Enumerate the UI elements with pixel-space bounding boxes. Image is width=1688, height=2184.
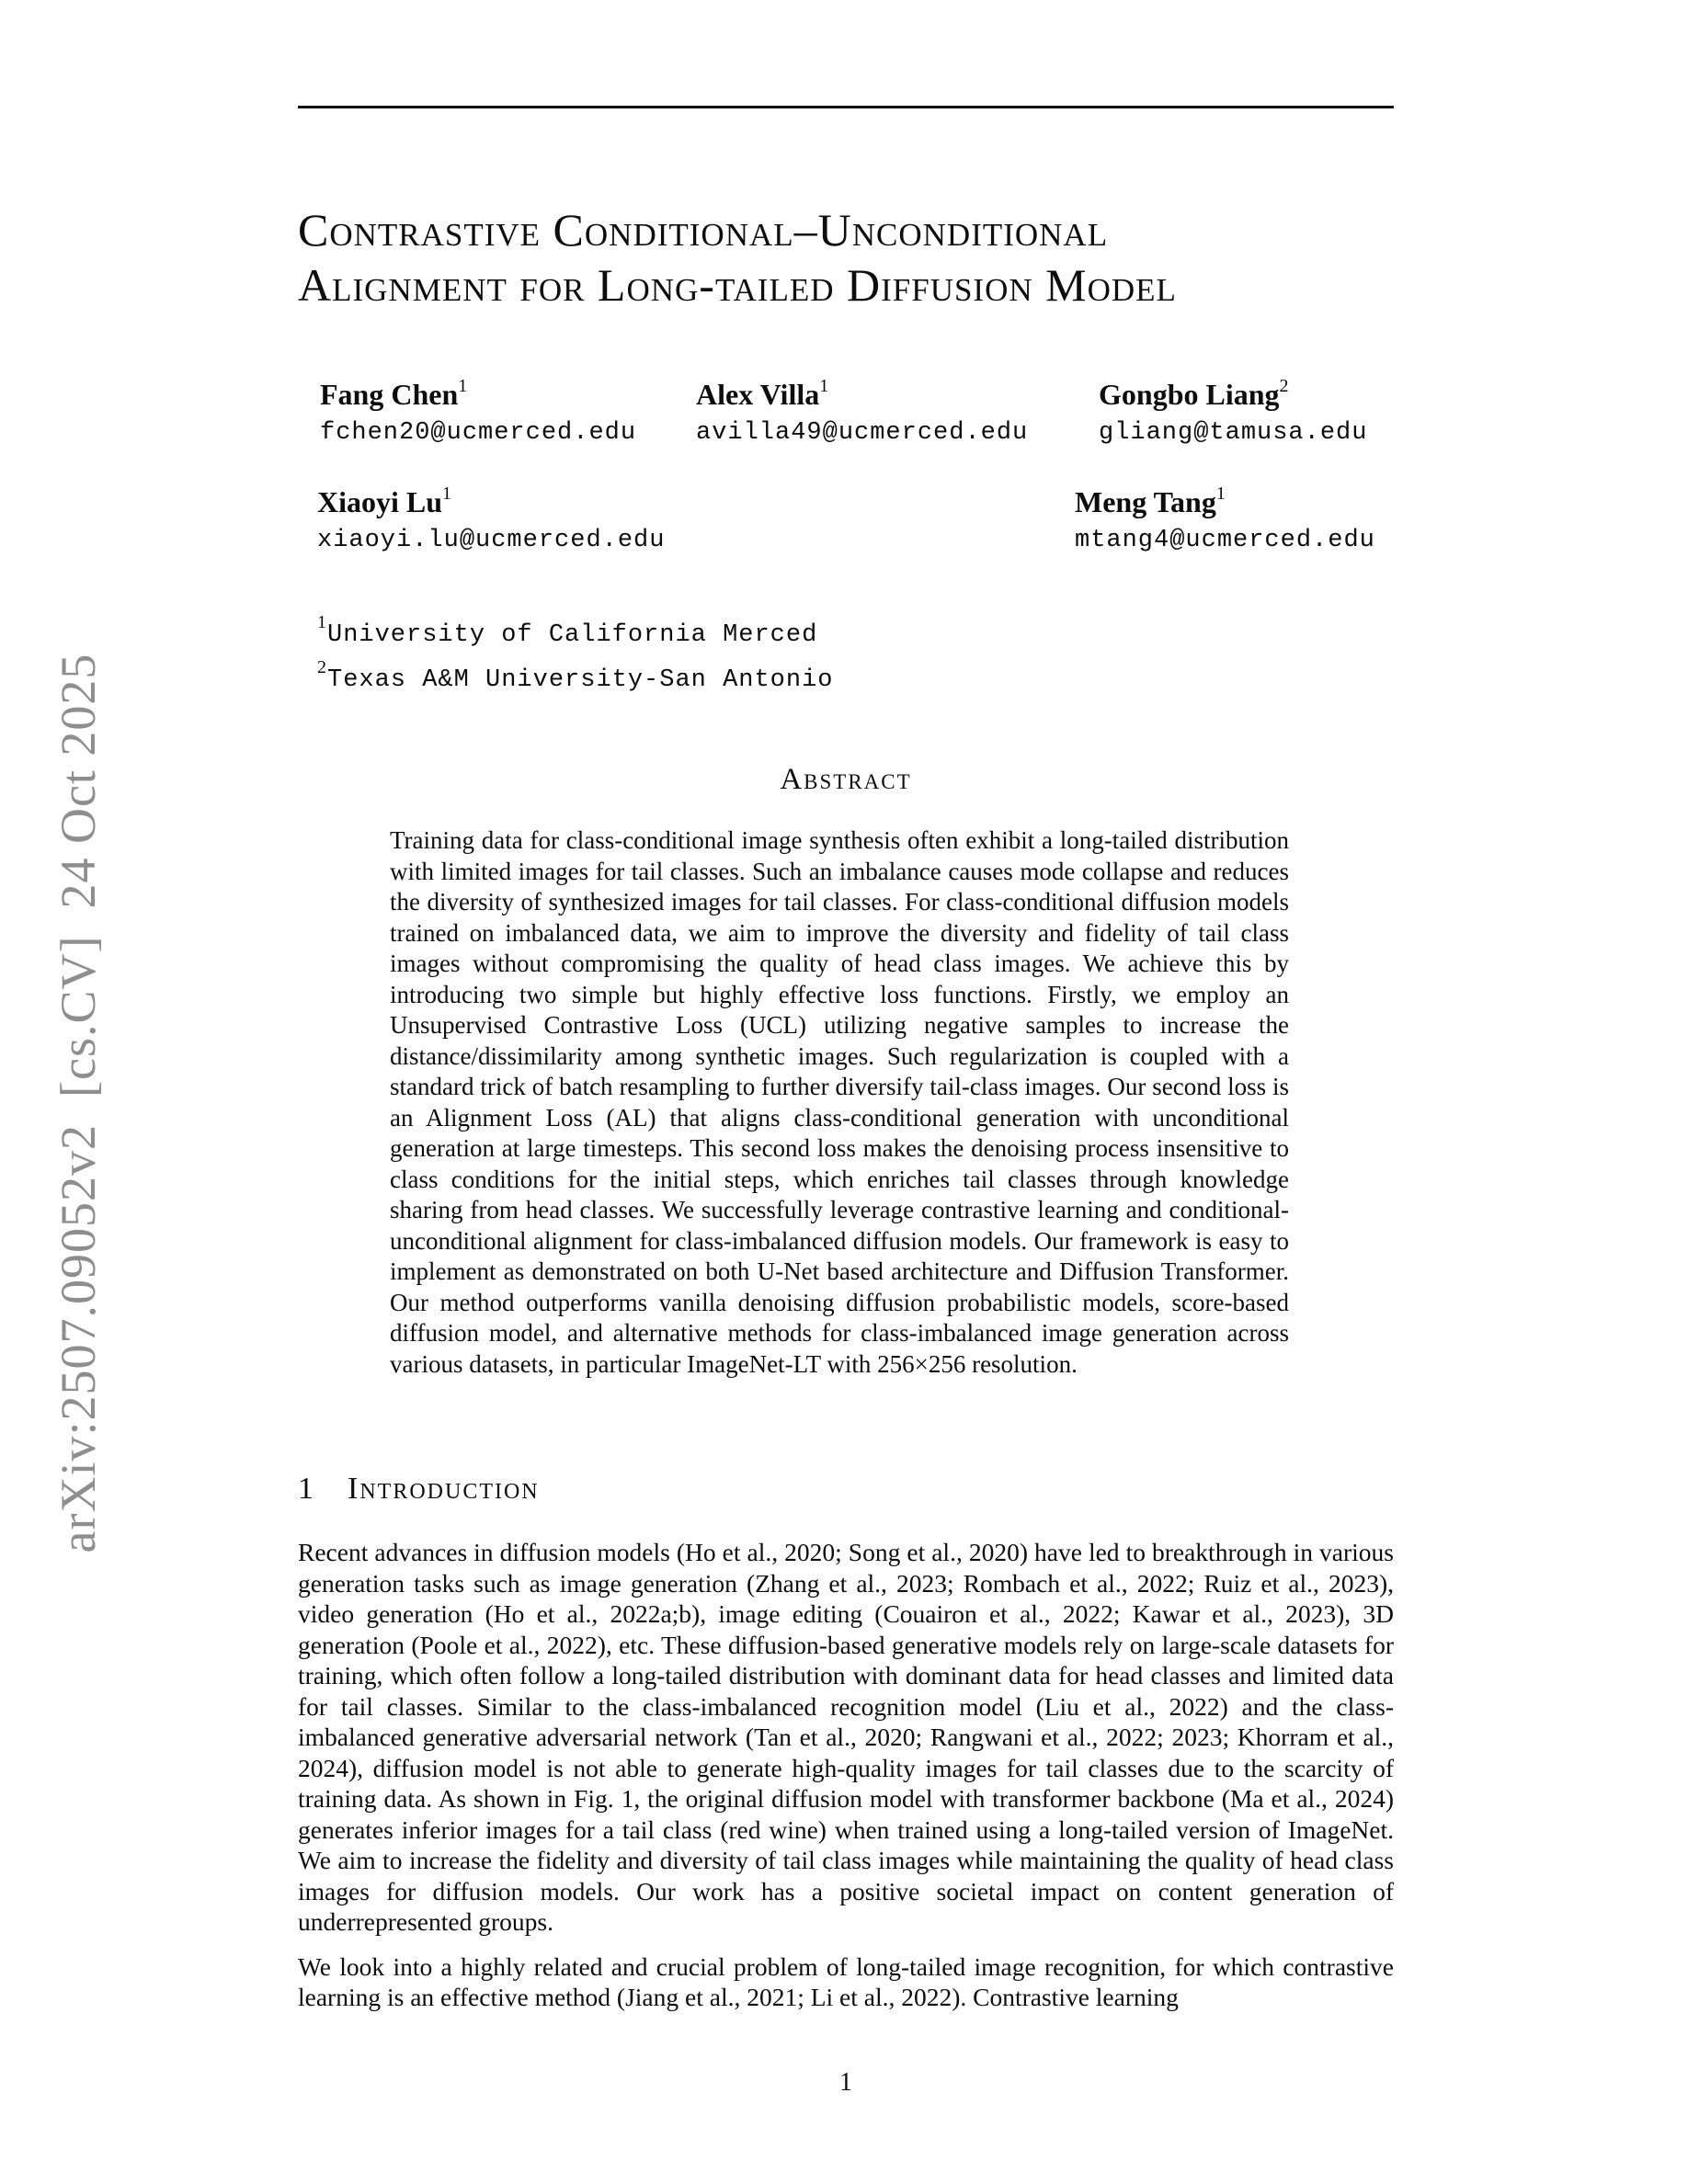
author-affil-mark: 1 xyxy=(1215,483,1226,504)
author-name-text: Fang Chen xyxy=(320,378,459,411)
author-name xyxy=(1099,370,1367,411)
paragraph: We look into a highly related and crucial problem of long-tailed image recognition, for which contrastive learning is an effective method (Jiang et al., 2021; Li et al., 2022). Contrastive learning xyxy=(298,1951,1394,2011)
paragraph: Recent advances in diffusion models (Ho et al., 2020; Song et al., 2020) have led to breakthrough in various generation tasks such as image generation (Zhang et al., 2023; Rombach et al., 2022; Ruiz et al., 2023), video generation (Ho et al., 2022a;b), image editing (Couairon et al., 2022; Kawar et al., 2023), 3D generation (Poole et al., 2022), etc. These diffusion-based generative models rely on large-scale datasets for training, which often follow a long-tailed distribution with dominant data for head classes and limited data for tail classes. Similar to the class-imbalanced recognition model (Liu et al., 2022) and the class-imbalanced generative adversarial network (Tan et al., 2020; Rangwani et al., 2022; 2023; Khorram et al., 2024), diffusion model is not able to generate high-quality images for tail classes due to the scarcity of training data. As shown in Fig. 1, the original diffusion model with transformer backbone (Ma et al., 2024) generates inferior images for a tail class (red wine) when trained using a long-tailed version of ImageNet. We aim to increase the fidelity and diversity of tail class images while maintaining the quality of head class images for diffusion models. Our work has a positive societal impact on content generation of underrepresented groups. xyxy=(298,1538,1394,1936)
author-block xyxy=(1099,370,1367,447)
author-name xyxy=(317,477,665,518)
author-email: mtang4@ucmerced.edu xyxy=(1075,527,1375,554)
section-heading-introduction xyxy=(298,1472,540,1507)
author-affil-mark: 1 xyxy=(442,483,452,504)
author-block xyxy=(696,370,1028,447)
paper-title-line2: Alignment for Long-tailed Diffusion Model xyxy=(298,259,1177,311)
author-name xyxy=(696,370,1028,411)
author-email: avilla49@ucmerced.edu xyxy=(696,419,1029,447)
author-block xyxy=(1075,477,1375,554)
author-name xyxy=(1075,477,1375,518)
arxiv-watermark: arXiv:2507.09052v2 [cs.CV] 24 Oct 2025 xyxy=(51,653,106,1553)
author-affil-mark: 1 xyxy=(819,376,829,396)
affiliation-mark: 1 xyxy=(317,612,327,632)
author-affil-mark: 1 xyxy=(458,376,468,396)
author-name-text: Gongbo Liang xyxy=(1099,378,1280,411)
affiliation-name: Texas A&M University-San Antonio xyxy=(327,666,834,694)
author-affil-mark: 2 xyxy=(1279,376,1289,396)
section-number: 1 xyxy=(298,1472,314,1506)
abstract-heading: Abstract xyxy=(780,763,912,796)
page-number: 1 xyxy=(839,2068,852,2097)
author-block xyxy=(320,370,636,447)
author-name-text: Xiaoyi Lu xyxy=(317,485,443,518)
author-email: gliang@tamusa.edu xyxy=(1099,419,1368,447)
affiliation-line xyxy=(317,652,833,697)
section-title: Introduction xyxy=(348,1472,540,1506)
header-rule xyxy=(298,106,1394,108)
author-name-text: Alex Villa xyxy=(696,378,820,411)
affiliation-mark: 2 xyxy=(317,657,327,677)
introduction-text xyxy=(298,1537,1394,2027)
affiliation-name: University of California Merced xyxy=(327,621,818,649)
abstract-body: Training data for class-conditional image synthesis often exhibit a long-tailed distribution with limited images for tail classes. Such an imbalance causes mode collapse and reduces the diversity of synthesized images for tail classes. For class-conditional diffusion models trained on imbalanced data, we aim to improve the diversity and fidelity of tail class images without compromising the quality of head class images. We achieve this by introducing two simple but highly effective loss functions. Firstly, we employ an Unsupervised Contrastive Loss (UCL) utilizing negative samples to increase the distance/dissimilarity among synthetic images. Such regularization is coupled with a standard trick of batch resampling to further diversify tail-class images. Our second loss is an Alignment Loss (AL) that aligns class-conditional generation with unconditional generation at large timesteps. This second loss makes the denoising process insensitive to class conditions for the initial steps, which enriches tail classes through knowledge sharing from head classes. We successfully leverage contrastive learning and conditional-unconditional alignment for class-imbalanced diffusion models. Our framework is easy to implement as demonstrated on both U-Net based architecture and Diffusion Transformer. Our method outperforms vanilla denoising diffusion probabilistic models, score-based diffusion model, and alternative methods for class-imbalanced image generation across various datasets, in particular ImageNet-LT with 256×256 resolution. xyxy=(390,826,1289,1378)
affiliations xyxy=(317,607,833,697)
author-email: xiaoyi.lu@ucmerced.edu xyxy=(317,527,666,554)
paper-title xyxy=(298,202,1401,313)
paper-title-line1: Contrastive Conditional–Unconditional xyxy=(298,204,1109,256)
author-name-text: Meng Tang xyxy=(1075,485,1216,518)
author-block xyxy=(317,477,665,554)
author-email: fchen20@ucmerced.edu xyxy=(320,419,637,447)
author-name xyxy=(320,370,636,411)
affiliation-line xyxy=(317,607,833,652)
